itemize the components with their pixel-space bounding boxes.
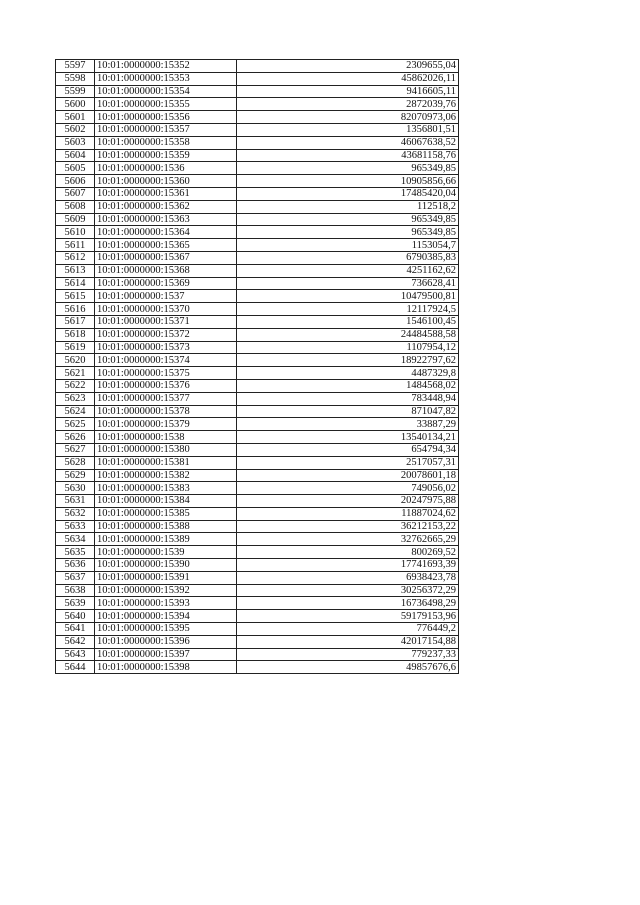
table-row xyxy=(56,200,459,213)
row-number-cell: 5633 xyxy=(56,520,95,533)
table-row xyxy=(56,251,459,264)
row-number-cell: 5597 xyxy=(56,60,95,73)
row-number-cell: 5634 xyxy=(56,533,95,546)
table-row xyxy=(56,187,459,200)
value-cell: 2872039,76 xyxy=(237,98,459,111)
table-row xyxy=(56,456,459,469)
row-number-cell: 5618 xyxy=(56,328,95,341)
cadastral-number-cell: 10:01:0000000:15362 xyxy=(95,200,237,213)
table-row xyxy=(56,507,459,520)
value-cell: 654794,34 xyxy=(237,443,459,456)
row-number-cell: 5607 xyxy=(56,187,95,200)
value-cell: 1356801,51 xyxy=(237,123,459,136)
value-cell: 736628,41 xyxy=(237,277,459,290)
table-row xyxy=(56,111,459,124)
row-number-cell: 5599 xyxy=(56,85,95,98)
table-row xyxy=(56,482,459,495)
value-cell: 776449,2 xyxy=(237,623,459,636)
cadastral-number-cell: 10:01:0000000:15353 xyxy=(95,72,237,85)
table-row xyxy=(56,226,459,239)
cadastral-number-cell: 10:01:0000000:15363 xyxy=(95,213,237,226)
row-number-cell: 5623 xyxy=(56,392,95,405)
cadastral-number-cell: 10:01:0000000:15370 xyxy=(95,303,237,316)
table-row xyxy=(56,520,459,533)
value-cell: 1153054,7 xyxy=(237,239,459,252)
table-row xyxy=(56,418,459,431)
value-cell: 9416605,11 xyxy=(237,85,459,98)
table-row xyxy=(56,123,459,136)
table-row xyxy=(56,635,459,648)
cadastral-number-cell: 10:01:0000000:15373 xyxy=(95,341,237,354)
cadastral-number-cell: 10:01:0000000:15360 xyxy=(95,175,237,188)
row-number-cell: 5617 xyxy=(56,315,95,328)
cadastral-number-cell: 10:01:0000000:15398 xyxy=(95,661,237,674)
cadastral-number-cell: 10:01:0000000:15364 xyxy=(95,226,237,239)
table-row xyxy=(56,495,459,508)
table-row xyxy=(56,431,459,444)
cadastral-number-cell: 10:01:0000000:15365 xyxy=(95,239,237,252)
row-number-cell: 5603 xyxy=(56,136,95,149)
cadastral-number-cell: 10:01:0000000:15380 xyxy=(95,443,237,456)
row-number-cell: 5627 xyxy=(56,443,95,456)
cadastral-number-cell: 10:01:0000000:15388 xyxy=(95,520,237,533)
row-number-cell: 5635 xyxy=(56,546,95,559)
cadastral-number-cell: 10:01:0000000:15361 xyxy=(95,187,237,200)
value-cell: 24484588,58 xyxy=(237,328,459,341)
value-cell: 871047,82 xyxy=(237,405,459,418)
table-row xyxy=(56,354,459,367)
cadastral-number-cell: 10:01:0000000:15381 xyxy=(95,456,237,469)
cadastral-number-cell: 10:01:0000000:15397 xyxy=(95,648,237,661)
cadastral-value-table xyxy=(55,59,459,674)
value-cell: 4487329,8 xyxy=(237,367,459,380)
cadastral-number-cell: 10:01:0000000:15354 xyxy=(95,85,237,98)
cadastral-number-cell: 10:01:0000000:15357 xyxy=(95,123,237,136)
row-number-cell: 5622 xyxy=(56,379,95,392)
value-cell: 20078601,18 xyxy=(237,469,459,482)
value-cell: 16736498,29 xyxy=(237,597,459,610)
row-number-cell: 5639 xyxy=(56,597,95,610)
row-number-cell: 5608 xyxy=(56,200,95,213)
table-row xyxy=(56,290,459,303)
cadastral-number-cell: 10:01:0000000:15384 xyxy=(95,495,237,508)
table-row xyxy=(56,571,459,584)
value-cell: 17485420,04 xyxy=(237,187,459,200)
table-row xyxy=(56,239,459,252)
table-row xyxy=(56,546,459,559)
value-cell: 30256372,29 xyxy=(237,584,459,597)
cadastral-number-cell: 10:01:0000000:15382 xyxy=(95,469,237,482)
cadastral-number-cell: 10:01:0000000:15395 xyxy=(95,623,237,636)
table-row xyxy=(56,405,459,418)
value-cell: 10479500,81 xyxy=(237,290,459,303)
table-row xyxy=(56,98,459,111)
row-number-cell: 5621 xyxy=(56,367,95,380)
row-number-cell: 5602 xyxy=(56,123,95,136)
table-row xyxy=(56,661,459,674)
cadastral-number-cell: 10:01:0000000:15385 xyxy=(95,507,237,520)
row-number-cell: 5609 xyxy=(56,213,95,226)
value-cell: 46067638,52 xyxy=(237,136,459,149)
cadastral-number-cell: 10:01:0000000:15394 xyxy=(95,610,237,623)
value-cell: 6938423,78 xyxy=(237,571,459,584)
row-number-cell: 5631 xyxy=(56,495,95,508)
row-number-cell: 5628 xyxy=(56,456,95,469)
cadastral-number-cell: 10:01:0000000:15389 xyxy=(95,533,237,546)
value-cell: 2517057,31 xyxy=(237,456,459,469)
table-row xyxy=(56,60,459,73)
row-number-cell: 5600 xyxy=(56,98,95,111)
table-row xyxy=(56,162,459,175)
row-number-cell: 5610 xyxy=(56,226,95,239)
value-cell: 2309655,04 xyxy=(237,60,459,73)
cadastral-number-cell: 10:01:0000000:15369 xyxy=(95,277,237,290)
table-row xyxy=(56,303,459,316)
cadastral-number-cell: 10:01:0000000:15379 xyxy=(95,418,237,431)
row-number-cell: 5625 xyxy=(56,418,95,431)
cadastral-number-cell: 10:01:0000000:15375 xyxy=(95,367,237,380)
table-row xyxy=(56,610,459,623)
table-row xyxy=(56,623,459,636)
table-row xyxy=(56,149,459,162)
row-number-cell: 5632 xyxy=(56,507,95,520)
row-number-cell: 5611 xyxy=(56,239,95,252)
value-cell: 800269,52 xyxy=(237,546,459,559)
row-number-cell: 5613 xyxy=(56,264,95,277)
cadastral-number-cell: 10:01:0000000:15367 xyxy=(95,251,237,264)
table-row xyxy=(56,533,459,546)
cadastral-number-cell: 10:01:0000000:15371 xyxy=(95,315,237,328)
table-row xyxy=(56,584,459,597)
table-row xyxy=(56,648,459,661)
cadastral-number-cell: 10:01:0000000:15374 xyxy=(95,354,237,367)
row-number-cell: 5626 xyxy=(56,431,95,444)
cadastral-number-cell: 10:01:0000000:15390 xyxy=(95,559,237,572)
table-body xyxy=(56,60,459,674)
value-cell: 45862026,11 xyxy=(237,72,459,85)
row-number-cell: 5636 xyxy=(56,559,95,572)
value-cell: 749056,02 xyxy=(237,482,459,495)
cadastral-number-cell: 10:01:0000000:15378 xyxy=(95,405,237,418)
row-number-cell: 5598 xyxy=(56,72,95,85)
table-row xyxy=(56,85,459,98)
cadastral-number-cell: 10:01:0000000:1539 xyxy=(95,546,237,559)
row-number-cell: 5638 xyxy=(56,584,95,597)
table-row xyxy=(56,341,459,354)
table-row xyxy=(56,559,459,572)
cadastral-number-cell: 10:01:0000000:15358 xyxy=(95,136,237,149)
row-number-cell: 5644 xyxy=(56,661,95,674)
row-number-cell: 5637 xyxy=(56,571,95,584)
value-cell: 6790385,83 xyxy=(237,251,459,264)
value-cell: 965349,85 xyxy=(237,213,459,226)
row-number-cell: 5620 xyxy=(56,354,95,367)
row-number-cell: 5604 xyxy=(56,149,95,162)
value-cell: 965349,85 xyxy=(237,226,459,239)
cadastral-number-cell: 10:01:0000000:15396 xyxy=(95,635,237,648)
row-number-cell: 5619 xyxy=(56,341,95,354)
value-cell: 20247975,88 xyxy=(237,495,459,508)
table-row xyxy=(56,277,459,290)
table-row xyxy=(56,328,459,341)
table-row xyxy=(56,136,459,149)
row-number-cell: 5630 xyxy=(56,482,95,495)
value-cell: 4251162,62 xyxy=(237,264,459,277)
cadastral-number-cell: 10:01:0000000:15391 xyxy=(95,571,237,584)
cadastral-number-cell: 10:01:0000000:1537 xyxy=(95,290,237,303)
value-cell: 33887,29 xyxy=(237,418,459,431)
value-cell: 17741693,39 xyxy=(237,559,459,572)
value-cell: 42017154,88 xyxy=(237,635,459,648)
table-row xyxy=(56,443,459,456)
value-cell: 82070973,06 xyxy=(237,111,459,124)
row-number-cell: 5640 xyxy=(56,610,95,623)
value-cell: 49857676,6 xyxy=(237,661,459,674)
value-cell: 32762665,29 xyxy=(237,533,459,546)
cadastral-number-cell: 10:01:0000000:15352 xyxy=(95,60,237,73)
table-row xyxy=(56,72,459,85)
cadastral-number-cell: 10:01:0000000:15376 xyxy=(95,379,237,392)
table-row xyxy=(56,469,459,482)
cadastral-number-cell: 10:01:0000000:15393 xyxy=(95,597,237,610)
table-row xyxy=(56,367,459,380)
cadastral-number-cell: 10:01:0000000:15368 xyxy=(95,264,237,277)
table-row xyxy=(56,597,459,610)
value-cell: 18922797,62 xyxy=(237,354,459,367)
table-row xyxy=(56,213,459,226)
row-number-cell: 5616 xyxy=(56,303,95,316)
cadastral-number-cell: 10:01:0000000:1536 xyxy=(95,162,237,175)
row-number-cell: 5614 xyxy=(56,277,95,290)
value-cell: 965349,85 xyxy=(237,162,459,175)
row-number-cell: 5612 xyxy=(56,251,95,264)
value-cell: 112518,2 xyxy=(237,200,459,213)
row-number-cell: 5606 xyxy=(56,175,95,188)
row-number-cell: 5641 xyxy=(56,623,95,636)
table-row xyxy=(56,379,459,392)
value-cell: 36212153,22 xyxy=(237,520,459,533)
value-cell: 43681158,76 xyxy=(237,149,459,162)
value-cell: 1107954,12 xyxy=(237,341,459,354)
value-cell: 12117924,5 xyxy=(237,303,459,316)
value-cell: 10905856,66 xyxy=(237,175,459,188)
row-number-cell: 5605 xyxy=(56,162,95,175)
row-number-cell: 5629 xyxy=(56,469,95,482)
value-cell: 11887024,62 xyxy=(237,507,459,520)
row-number-cell: 5624 xyxy=(56,405,95,418)
cadastral-number-cell: 10:01:0000000:15383 xyxy=(95,482,237,495)
cadastral-number-cell: 10:01:0000000:15356 xyxy=(95,111,237,124)
cadastral-number-cell: 10:01:0000000:15392 xyxy=(95,584,237,597)
cadastral-number-cell: 10:01:0000000:15355 xyxy=(95,98,237,111)
cadastral-number-cell: 10:01:0000000:1538 xyxy=(95,431,237,444)
cadastral-number-cell: 10:01:0000000:15372 xyxy=(95,328,237,341)
row-number-cell: 5615 xyxy=(56,290,95,303)
row-number-cell: 5643 xyxy=(56,648,95,661)
value-cell: 1546100,45 xyxy=(237,315,459,328)
value-cell: 59179153,96 xyxy=(237,610,459,623)
table-row xyxy=(56,392,459,405)
cadastral-number-cell: 10:01:0000000:15377 xyxy=(95,392,237,405)
cadastral-number-cell: 10:01:0000000:15359 xyxy=(95,149,237,162)
table-row xyxy=(56,315,459,328)
table-row xyxy=(56,264,459,277)
row-number-cell: 5642 xyxy=(56,635,95,648)
table-row xyxy=(56,175,459,188)
row-number-cell: 5601 xyxy=(56,111,95,124)
value-cell: 779237,33 xyxy=(237,648,459,661)
value-cell: 1484568,02 xyxy=(237,379,459,392)
value-cell: 13540134,21 xyxy=(237,431,459,444)
value-cell: 783448,94 xyxy=(237,392,459,405)
